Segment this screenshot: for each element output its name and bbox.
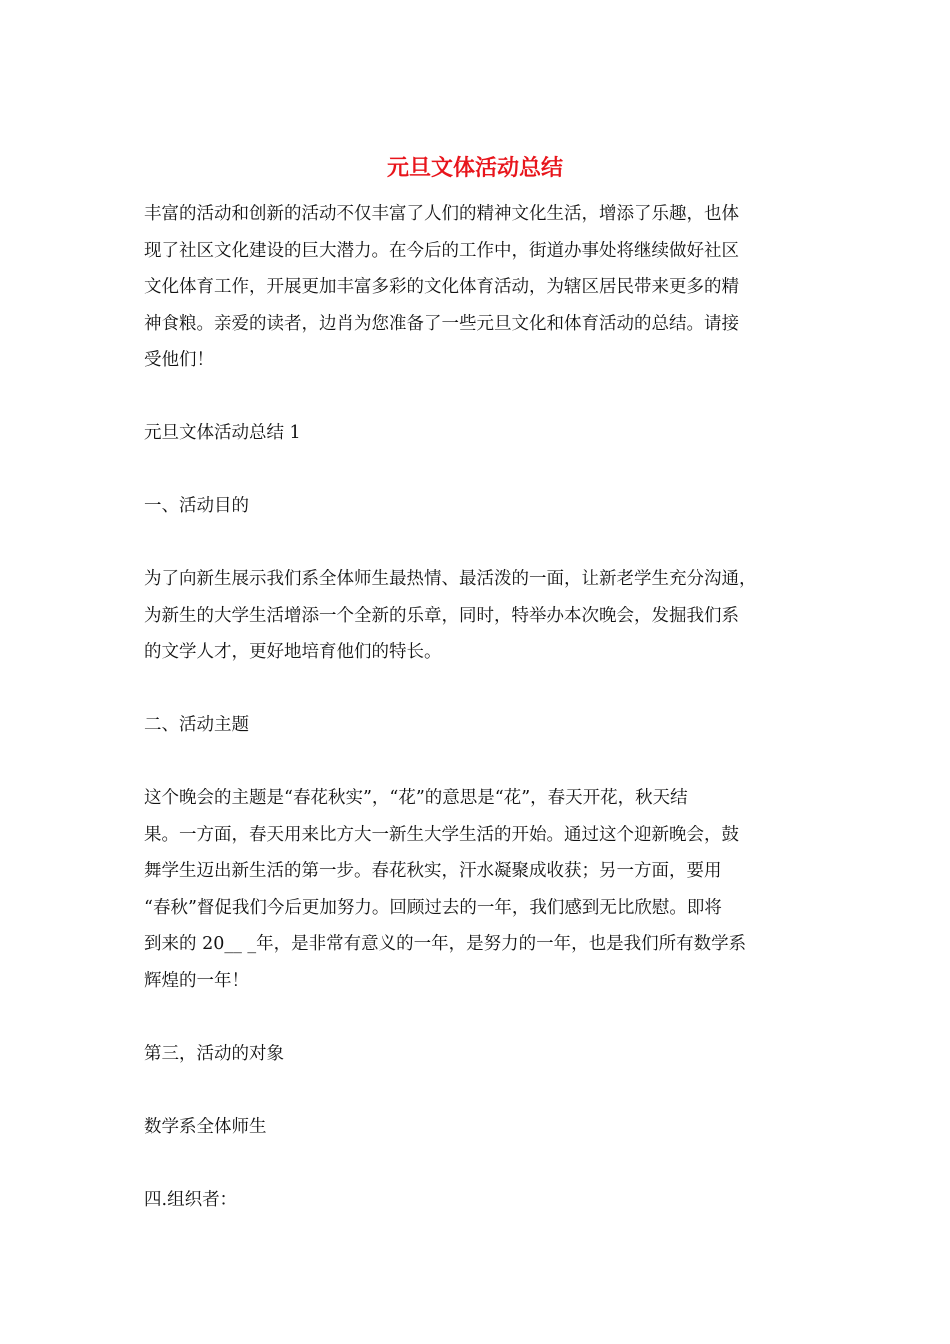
- theme-line: 辉煌的一年！: [144, 970, 249, 991]
- heading-audience: 第三，活动的对象: [144, 1043, 284, 1064]
- document-body: [144, 196, 808, 1218]
- purpose-paragraph: [144, 561, 808, 671]
- document-title: 元旦文体活动总结: [386, 155, 563, 181]
- theme-line: 果。一方面，春天用来比方大一新生大学生活的开始。通过这个迎新晚会，鼓: [144, 824, 739, 845]
- section-title: 元旦文体活动总结 1: [144, 423, 301, 443]
- theme-line: “春秋”督促我们今后更加努力。回顾过去的一年，我们感到无比欣慰。即将: [144, 897, 722, 918]
- theme-line: 舞学生迈出新生活的第一步。春花秋实，汗水凝聚成收获；另一方面，要用: [144, 861, 722, 881]
- theme-line: 到来的 20__ _年，是非常有意义的一年，是努力的一年，也是我们所有数学系: [144, 934, 747, 954]
- purpose-line: 为新生的大学生活增添一个全新的乐章，同时，特举办本次晚会，发掘我们系: [144, 605, 739, 626]
- heading-organizer: 四.组织者：: [144, 1189, 238, 1210]
- audience-text: 数学系全体师生: [144, 1116, 267, 1137]
- intro-line: 受他们！: [144, 350, 214, 370]
- intro-paragraph: [144, 196, 808, 379]
- purpose-line: 的文学人才，更好地培育他们的特长。: [144, 642, 442, 662]
- theme-paragraph: [144, 780, 808, 999]
- intro-line: 丰富的活动和创新的活动不仅丰富了人们的精神文化生活，增添了乐趣，也体: [144, 204, 739, 224]
- intro-line: 文化体育工作，开展更加丰富多彩的文化体育活动，为辖区居民带来更多的精: [144, 277, 739, 297]
- theme-line: 这个晚会的主题是“春花秋实”，“花”的意思是“花”，春天开花，秋天结: [144, 788, 688, 808]
- heading-purpose: 一、活动目的: [144, 496, 249, 516]
- intro-line: 神食粮。亲爱的读者，边肖为您准备了一些元旦文化和体育活动的总结。请接: [144, 313, 739, 334]
- intro-line: 现了社区文化建设的巨大潜力。在今后的工作中，街道办事处将继续做好社区: [144, 240, 739, 261]
- purpose-line: 为了向新生展示我们系全体师生最热情、最活泼的一面，让新老学生充分沟通，: [144, 569, 757, 589]
- heading-theme: 二、活动主题: [144, 715, 249, 735]
